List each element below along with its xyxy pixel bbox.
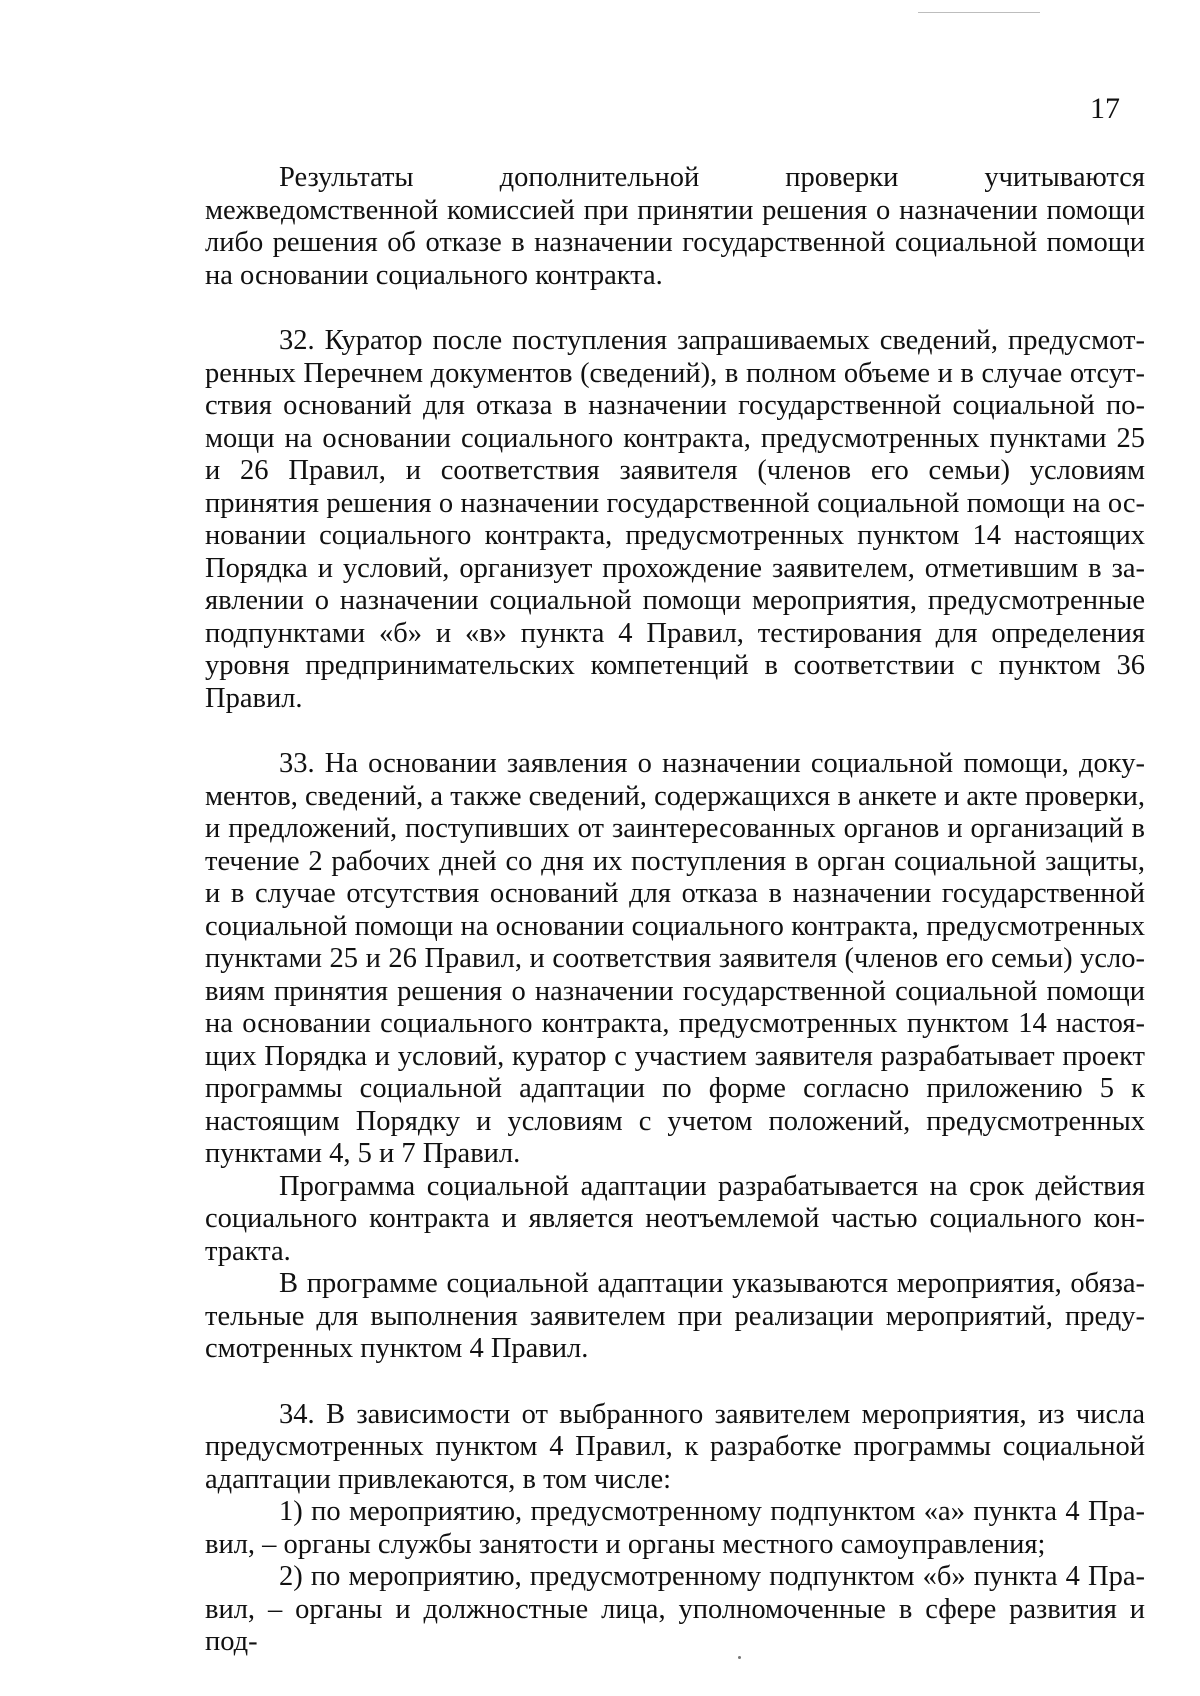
scan-artifact-line [918,12,1040,13]
paragraph-program-term: Программа социальной адаптации разрабатывается на срок действия социального контракта и является неотъемлемой частью социального контракта. [205,1170,1145,1267]
scan-artifact-dot [738,1656,741,1659]
paragraph-program-measures: В программе социальной адаптации указываются мероприятия, обязательные для выполнения заявителем при реализации мероприятий, предусмотренных пунктом 4 Правил. [205,1268,1145,1364]
paragraph-33: 33. На основании заявления о назначении социальной помощи, документов, сведений, а также сведений, содержащихся в анкете и акте проверки, и предложений, поступивших от заинтересованных органов и организаций в течение 2 рабочих дней со дня их поступления в орган социальной защиты, и в случае отсутствия оснований для отказа в назначении государственной социальной помощи на основании социального контракта, предусмотренных пунктами 25 и 26 Правил, и соответствия заявителя (членов его семьи) условиям принятия решения о назначении государственной социальной помощи на основании социального контракта, предусмотренных пунктом 14 настоящих Порядка и условий, куратор с участием заявителя разрабатывает проект программы социальной адаптации по форме согласно приложению 5 к настоящим Порядку и условиям с учетом положений, предусмотренных пунктами 4, 5 и 7 Правил. [205,748,1145,1169]
paragraph-32: 32. Куратор после поступления запрашиваемых сведений, предусмотренных Перечнем документов (сведений), в полном объеме и в случае отсутствия оснований для отказа в назначении государственной социальной помощи на основании социального контракта, предусмотренных пунктами 25 и 26 Правил, и соответствия заявителя (членов его семьи) условиям принятия решения о назначении государственной социальной помощи на основании социального контракта, предусмотренных пунктом 14 настоящих Порядка и условий, организует прохождение заявителем, отметившим в заявлении о назначении социальной помощи мероприятия, предусмотренные подпунктами «б» и «в» пункта 4 Правил, тестирования для определения уровня предпринимательских компетенций в соответствии с пунктом 36 Правил. [205,325,1145,714]
list-item-1: 1) по мероприятию, предусмотренному подпунктом «а» пункта 4 Правил, – органы службы занятости и органы местного самоуправления; [205,1496,1145,1560]
list-item-2: 2) по мероприятию, предусмотренному подпунктом «б» пункта 4 Правил, – органы и должностные лица, уполномоченные в сфере развития и под- [205,1561,1145,1657]
paragraph-results: Результаты дополнительной проверки учитываются межведомственной комиссией при принятии решения о назначении помощи либо решения об отказе в назначении государственной социальной помощи на основании социального контракта. [205,162,1145,291]
page-number: 17 [1090,92,1120,125]
document-body [205,162,1145,1659]
paragraph-34: 34. В зависимости от выбранного заявителем мероприятия, из числа предусмотренных пунктом 4 Правил, к разработке программы социальной адаптации привлекаются, в том числе: [205,1398,1145,1495]
